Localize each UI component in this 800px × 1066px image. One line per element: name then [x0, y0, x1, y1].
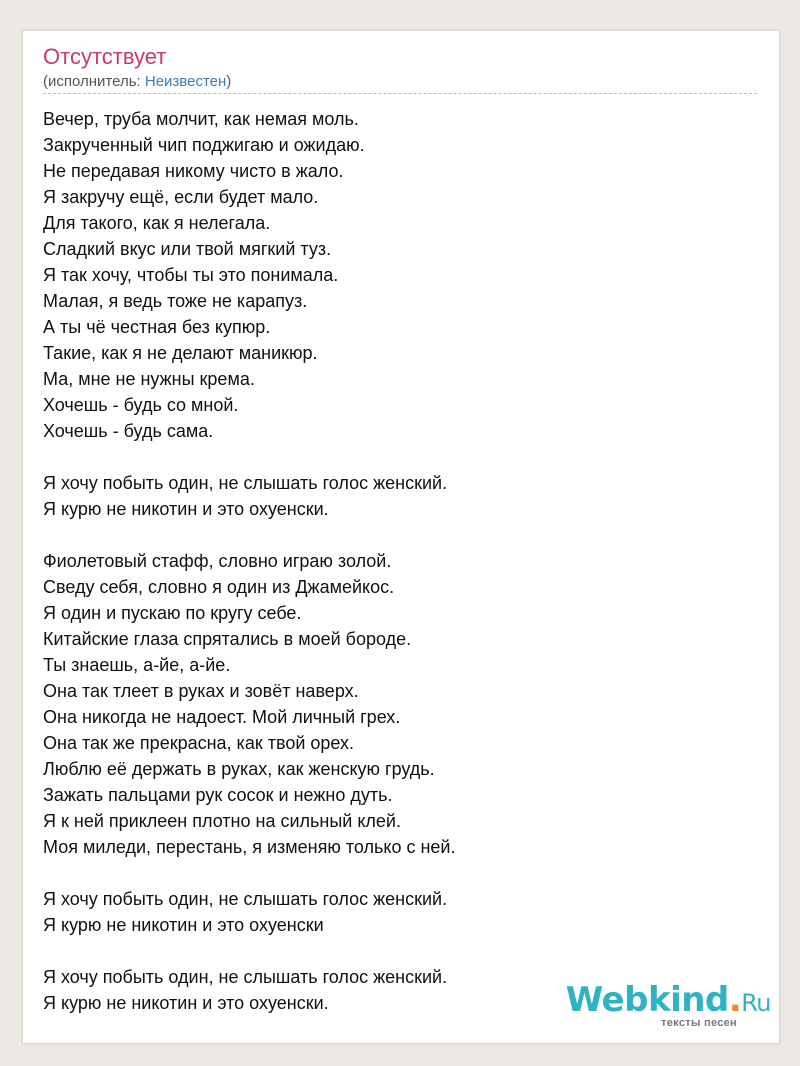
lyric-line: Я хочу побыть один, не слышать голос женский. [43, 889, 448, 909]
logo-brand: Webkind [565, 980, 729, 1020]
lyric-line: Я курю не никотин и это охуенски. [43, 499, 329, 519]
lyric-line: Я закручу ещё, если будет мало. [43, 187, 319, 207]
lyric-line: Я курю не никотин и это охуенски [43, 915, 324, 935]
lyric-line: Сладкий вкус или твой мягкий туз. [43, 239, 332, 259]
lyric-line: Хочешь - будь со мной. [43, 395, 239, 415]
lyrics-card [22, 30, 780, 1044]
lyric-line: Ма, мне не нужны крема. [43, 369, 255, 389]
lyric-line: Хочешь - будь сама. [43, 421, 214, 441]
lyric-line: Сведу себя, словно я один из Джамейкос. [43, 577, 395, 597]
lyric-line: А ты чё честная без купюр. [43, 317, 271, 337]
lyric-line: Моя миледи, перестань, я изменяю только с ней. [43, 837, 456, 857]
logo-dot: . [728, 980, 742, 1020]
lyric-line: Зажать пальцами рук сосок и нежно дуть. [43, 785, 393, 805]
lyric-line: Люблю её держать в руках, как женскую грудь. [43, 759, 435, 779]
lyric-line: Вечер, труба молчит, как немая моль. [43, 109, 359, 129]
stanza-4 [43, 886, 759, 938]
artist-line [43, 73, 231, 91]
lyric-line: Малая, я ведь тоже не карапуз. [43, 291, 308, 311]
logo-tld: Ru [741, 989, 771, 1017]
artist-prefix: (исполнитель: [43, 73, 145, 90]
lyric-line: Не передавая никому чисто в жало. [43, 161, 344, 181]
lyric-line: Я так хочу, чтобы ты это понимала. [43, 265, 339, 285]
artist-suffix: ) [226, 73, 232, 90]
lyric-line: Я хочу побыть один, не слышать голос женский. [43, 967, 448, 987]
lyric-line: Она так же прекрасна, как твой орех. [43, 733, 355, 753]
lyric-line: Она никогда не надоест. Мой личный грех. [43, 707, 401, 727]
stanza-1 [43, 106, 759, 444]
lyric-line: Я курю не никотин и это охуенски. [43, 993, 329, 1013]
webkind-logo [566, 982, 771, 1021]
lyric-line: Такие, как я не делают маникюр. [43, 343, 318, 363]
lyric-line: Фиолетовый стафф, словно играю золой. [43, 551, 392, 571]
artist-link[interactable]: Неизвестен [144, 73, 227, 90]
dashed-divider [43, 93, 757, 94]
lyric-line: Я один и пускаю по кругу себе. [43, 603, 302, 623]
song-title: Отсутствует [43, 44, 167, 69]
logo-subtitle: тексты песен [661, 1017, 737, 1029]
stanza-3 [43, 548, 759, 860]
stanza-2 [43, 470, 759, 522]
lyric-line: Я хочу побыть один, не слышать голос женский. [43, 473, 448, 493]
lyric-line: Закрученный чип поджигаю и ожидаю. [43, 135, 365, 155]
lyric-line: Я к ней приклеен плотно на сильный клей. [43, 811, 401, 831]
lyric-line: Ты знаешь, а-йе, а-йе. [43, 655, 231, 675]
lyric-line: Китайские глаза спрятались в моей бороде. [43, 629, 412, 649]
lyric-line: Она так тлеет в руках и зовёт наверх. [43, 681, 359, 701]
lyric-line: Для такого, как я нелегала. [43, 213, 271, 233]
lyrics-body [43, 106, 759, 1042]
webkind-watermark [566, 982, 771, 1029]
